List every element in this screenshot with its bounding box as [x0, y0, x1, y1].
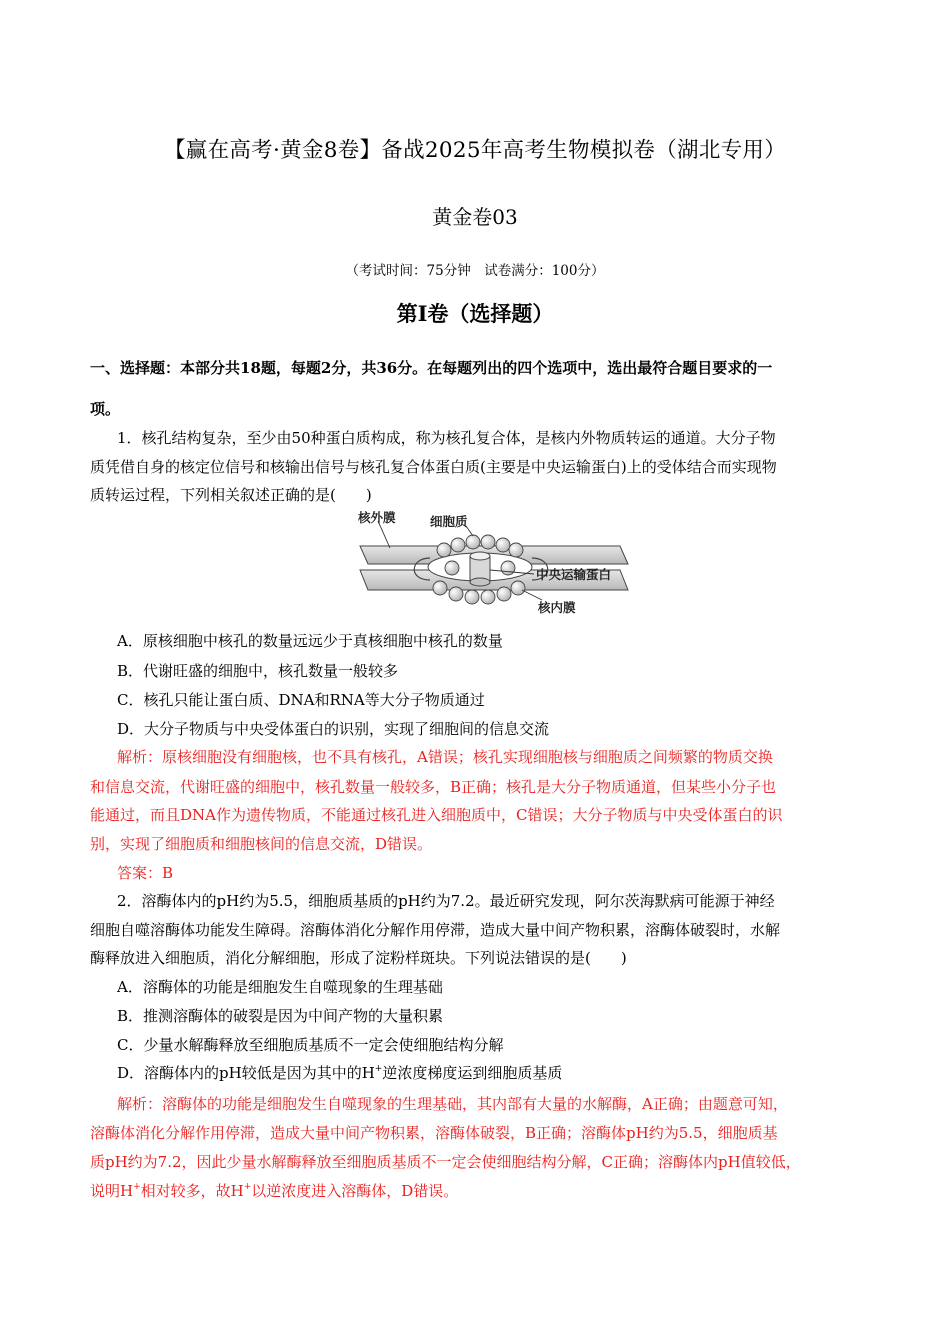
q2-option-b: B．推测溶酶体的破裂是因为中间产物的大量积累: [117, 1007, 444, 1025]
q1-analysis-cont: 能通过，而且DNA作为遗传物质，不能通过核孔进入细胞质中，C错误；大分子物质与中央受体蛋白的识: [90, 806, 783, 824]
q1-analysis-cont: 别，实现了细胞质和细胞核间的信息交流，D错误。: [90, 835, 433, 853]
q1-option-d: D．大分子物质与中央受体蛋白的识别，实现了细胞间的信息交流: [117, 720, 550, 738]
main-title: 【赢在高考·黄金8卷】备战2025年高考生物模拟卷（湖北专用）: [163, 138, 787, 163]
q1-stem-cont: 质转运过程，下列相关叙述正确的是( ): [90, 486, 372, 504]
q2-option-d: D．溶酶体内的pH较低是因为其中的H+逆浓度梯度运到细胞质基质: [117, 1064, 563, 1082]
q2-option-c: C．少量水解酶释放至细胞质基质不一定会使细胞结构分解: [117, 1036, 504, 1054]
q1-analysis: 解析：原核细胞没有细胞核，也不具有核孔，A错误；核孔实现细胞核与细胞质之间频繁的物质交换: [117, 748, 773, 766]
q2-stem-cont: 酶释放进入细胞质，消化分解细胞，形成了淀粉样斑块。下列说法错误的是( ): [90, 949, 627, 967]
q2-stem-cont: 细胞自噬溶酶体功能发生障碍。溶酶体消化分解作用停滞，造成大量中间产物积累，溶酶体破裂时，水解: [90, 921, 781, 939]
q1-option-b: B．代谢旺盛的细胞中，核孔数量一般较多: [117, 662, 399, 680]
q1-option-c: C．核孔只能让蛋白质、DNA和RNA等大分子物质通过: [117, 691, 485, 709]
exam-info: （考试时间：75分钟 试卷满分：100分）: [345, 263, 605, 279]
section-instruction-cont: 项。: [90, 400, 121, 418]
q2-stem: 2．溶酶体内的pH约为5.5，细胞质基质的pH约为7.2。最近研究发现，阿尔茨海默病可能源于神经: [117, 892, 775, 910]
q1-option-a: A．原核细胞中核孔的数量远远少于真核细胞中核孔的数量: [117, 632, 503, 650]
label-outer-membrane: 核外膜: [358, 510, 396, 525]
q2-analysis-cont: 质pH约为7.2，因此少量水解酶释放至细胞质基质不一定会使细胞结构分解，C正确；溶酶体内pH值较低，: [90, 1153, 801, 1171]
q2-analysis: 解析：溶酶体的功能是细胞发生自噬现象的生理基础，其内部有大量的水解酶，A正确；由题意可知，: [117, 1095, 788, 1113]
nuclear-pore-diagram: [356, 508, 630, 628]
part-title: 第I卷（选择题）: [396, 301, 554, 326]
q1-analysis-cont: 和信息交流，代谢旺盛的细胞中，核孔数量一般较多，B正确；核孔是大分子物质通道，但某些小分子也: [90, 778, 777, 796]
label-inner-membrane: 核内膜: [538, 600, 576, 615]
q1-stem-cont: 质凭借自身的核定位信号和核输出信号与核孔复合体蛋白质(主要是中央运输蛋白)上的受体结合而实现物: [90, 458, 777, 476]
q2-option-a: A．溶酶体的功能是细胞发生自噬现象的生理基础: [117, 978, 443, 996]
section-instruction: 一、选择题：本部分共18题，每题2分，共36分。在每题列出的四个选项中，选出最符合题目要求的一: [90, 359, 773, 377]
label-central-transport-protein: 中央运输蛋白: [536, 567, 612, 582]
q1-answer: 答案：B: [117, 864, 174, 882]
q2-analysis-cont: 说明H+相对较多，故H+以逆浓度进入溶酶体，D错误。: [90, 1182, 459, 1200]
label-cytoplasm: 细胞质: [430, 514, 468, 529]
sub-title: 黄金卷03: [432, 205, 518, 229]
q2-analysis-cont: 溶酶体消化分解作用停滞，造成大量中间产物积累，溶酶体破裂，B正确；溶酶体pH约为5.5，细胞质基: [90, 1124, 778, 1142]
q1-stem: 1．核孔结构复杂，至少由50种蛋白质构成，称为核孔复合体，是核内外物质转运的通道。大分子物: [117, 429, 776, 447]
